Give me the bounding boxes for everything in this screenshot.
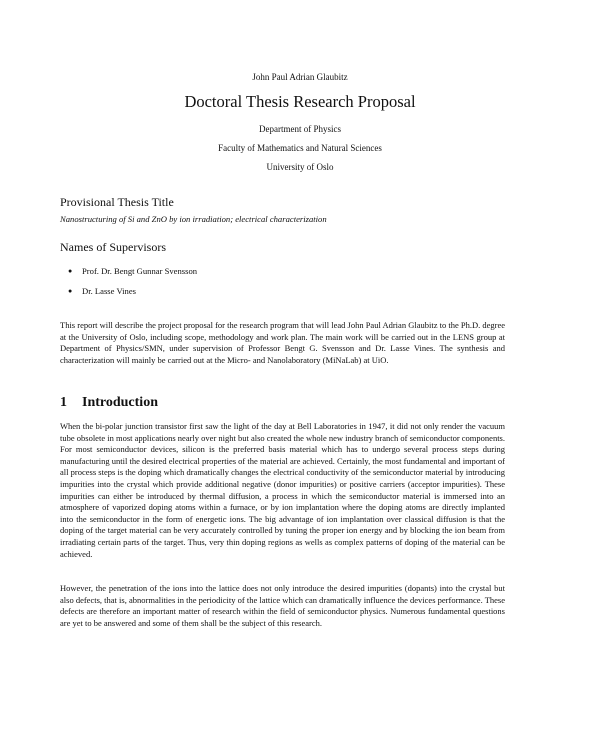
section-title: Introduction bbox=[82, 395, 158, 410]
abstract-paragraph: This report will describe the project proposal for the research program that will lead John Paul Adrian Glaubitz to the Ph.D. degree at the University of Oslo, including scope, methodology and work plan. The main work will be carried out in the LENS group at Department of Physics/SMN, under supervision of Professor Bengt G. Svensson and Dr. Lasse Vines. The synthesis and characterization will mainly be carried out at the Micro- and Nanolaboratory (MiNaLab) at UiO. bbox=[60, 320, 505, 365]
list-item bbox=[68, 284, 197, 304]
author-name: John Paul Adrian Glaubitz bbox=[252, 72, 348, 82]
supervisors-list bbox=[68, 264, 197, 304]
intro-paragraph-1: When the bi-polar junction transistor first saw the light of the day at Bell Laboratories in 1947, it did not only render the vacuum tube obsolete in most applications nearly over night but also created the whole new industry branch of semiconductor components. For most semiconductor devices, silicon is the preferred basis material which has to undergo several process steps during manufacturing until the desired electrical properties of the material are achieved. Certainly, the most fundamental and important of all process steps is the doping which dramatically changes the electrical conductivity of the semiconductor material by introducing impurities into the crystal which provide additional negative (donor impurities) or positive carriers (acceptor impurities). These impurities can either be introduced by thermal diffusion, a process in which the semiconductor material is immersed into an atmosphere of vaporized doping atoms within a furnace, or by ion implantation where the doping atoms are directly implanted into the semiconductor in the form of energetic ions. The big advantage of ion implantation over classical diffusion is that the doping of the target material can be very accurately controlled by tuning the proper ion energy and by blocking the ion beam from irradiating certain parts of the target. Thus, very thin doping regions as wells as complex patterns of doping of the material can be achieved. bbox=[60, 421, 505, 559]
supervisors-heading: Names of Supervisors bbox=[60, 240, 166, 254]
supervisor-name: Dr. Lasse Vines bbox=[82, 286, 136, 296]
intro-paragraph-2: However, the penetration of the ions into the lattice does not only introduce the desired impurities (dopants) into the crystal but also defects, that is, abnormalities in the periodicity of the lattice which can dramatically influence the devices performance. These defects are therefore an important matter of research within the field of semiconductor physics. Numerous fundamental questions are yet to be answered and some of them shall be the subject of this research. bbox=[60, 583, 505, 628]
supervisor-name: Prof. Dr. Bengt Gunnar Svensson bbox=[82, 266, 198, 276]
list-item bbox=[68, 264, 197, 284]
document-title: Doctoral Thesis Research Proposal bbox=[184, 92, 416, 111]
section-heading-introduction bbox=[60, 395, 158, 411]
faculty-name: Faculty of Mathematics and Natural Sciences bbox=[218, 143, 382, 153]
bullet-icon: ● bbox=[68, 267, 73, 275]
department-name: Department of Physics bbox=[259, 124, 341, 134]
section-number: 1 bbox=[60, 395, 67, 410]
thesis-title-heading: Provisional Thesis Title bbox=[60, 195, 174, 209]
thesis-title-text: Nanostructuring of Si and ZnO by ion irradiation; electrical characterization bbox=[60, 214, 327, 224]
bullet-icon: ● bbox=[68, 287, 73, 295]
university-name: University of Oslo bbox=[266, 162, 334, 172]
